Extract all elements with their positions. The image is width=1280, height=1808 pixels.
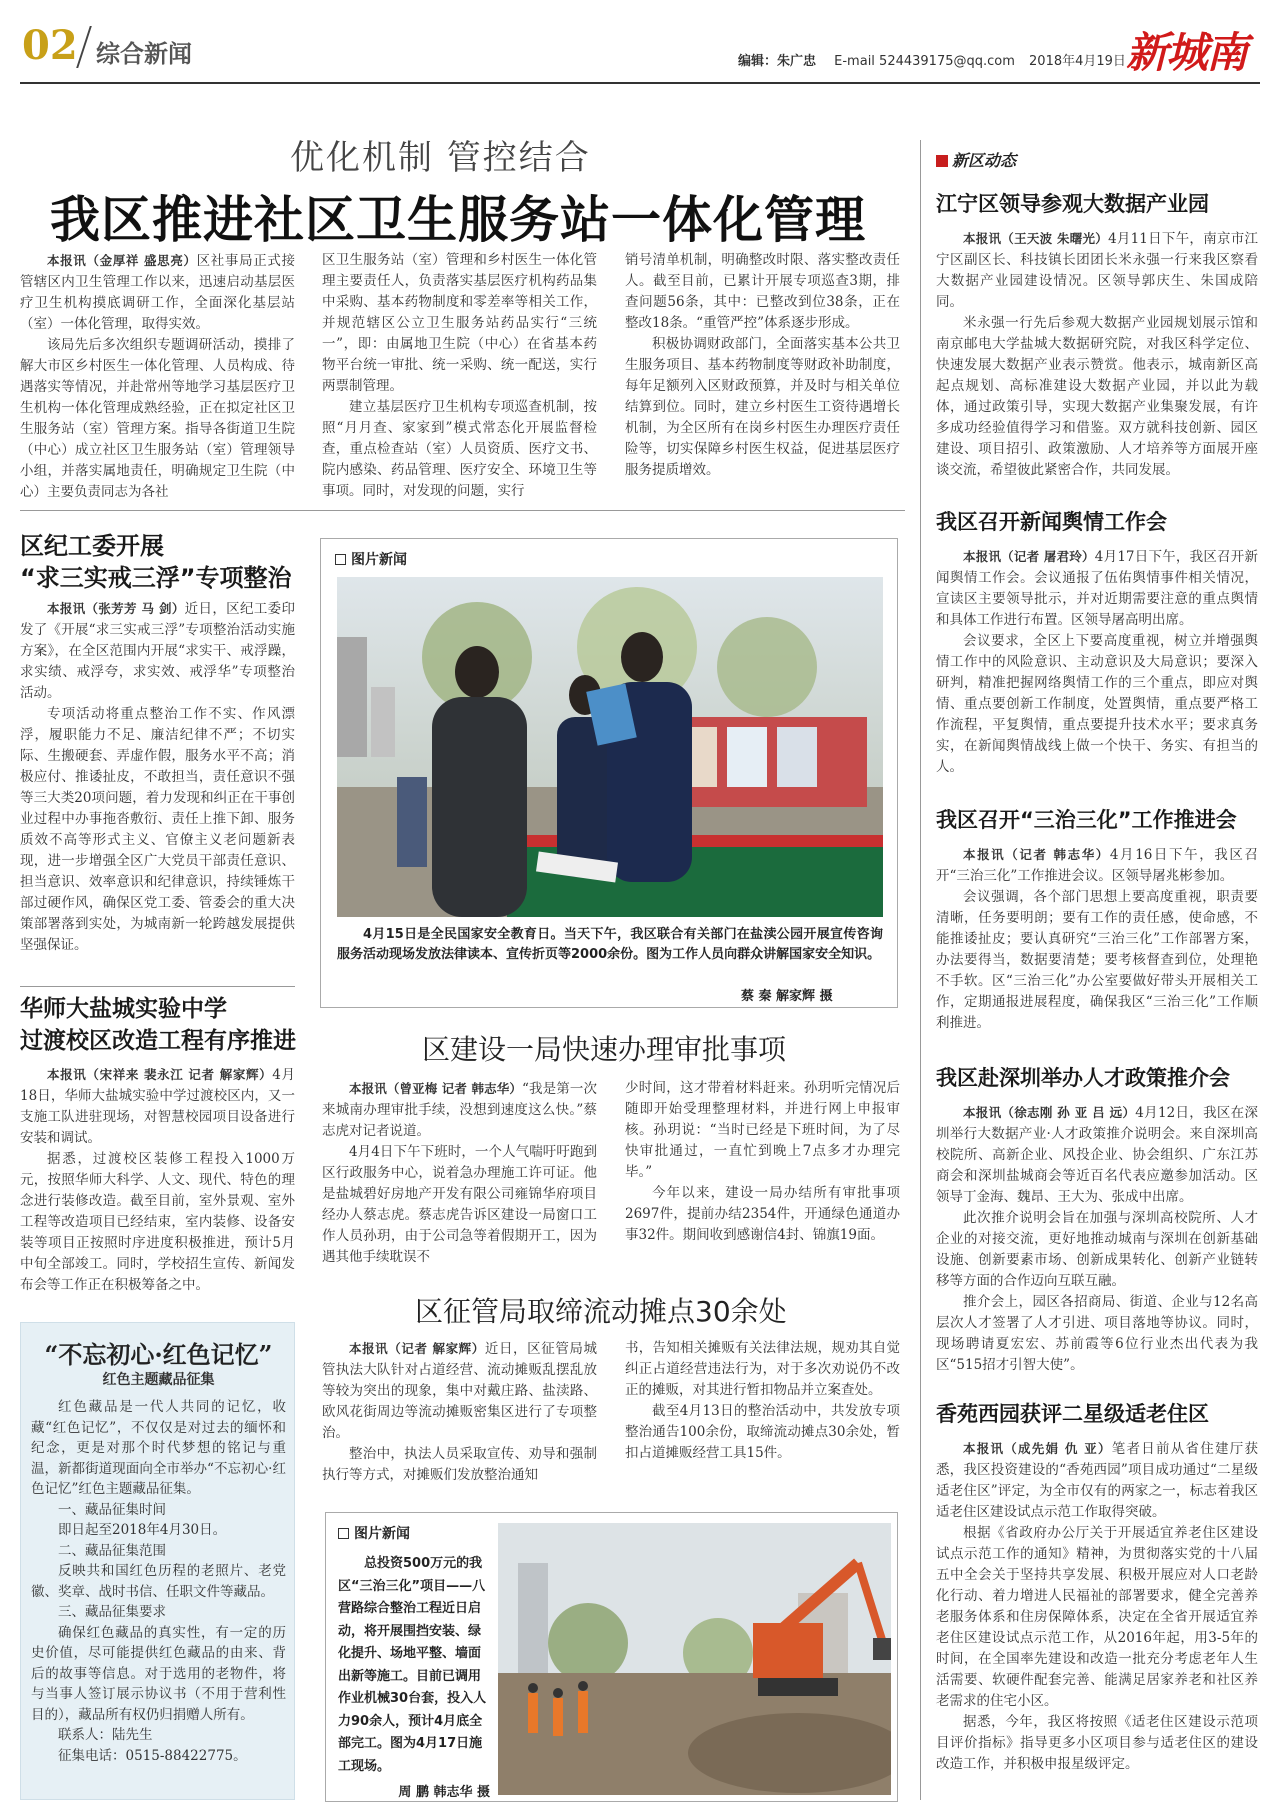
- right-a2-title: 我区召开新闻舆情工作会: [936, 510, 1167, 534]
- red-item-7: 征集电话：0515-88422775。: [58, 1747, 247, 1764]
- right-a3-byline: 本报讯（记者 韩志华）: [963, 847, 1110, 862]
- page-number: 02: [22, 22, 78, 69]
- section-name: 综合新闻: [96, 39, 192, 68]
- editor: 编辑：朱广忠: [738, 54, 817, 69]
- header-slash-icon: [76, 26, 92, 68]
- photo-news-2-label: 图片新闻: [338, 1523, 410, 1543]
- page-header: [0, 0, 1280, 90]
- discipline-body: 本报讯（张芳芳 马 剑）近日，区纪工委印发了《开展“求三实戒三浮”专项整治活动实施方案》，在全区范围内开展“求实干、戒浮躁，求实绩、戒浮夸，求实效、戒浮华”专项整治活动。 专项活动将重点整治工作不实、作风漂浮，履职能力不足、廉洁纪律不严；不切实际、生搬硬套、弄虚作假，服务水平不高；消极应付、推诿扯皮，不敢担当，责任意识不强等三大类20项问题，着力发现和纠正在干事创业过程中办事拖沓敷衍、责任上推下卸、服务质效不高等形式主义、官僚主义老问题新表现，进一步增强全区广大党员干部责任意识、担当意识、效率意识和纪律意识，持续锤炼干部过硬作风，确保区党工委、管委会的重大决策部署落到实处，为城南新一轮跨越发展提供坚强保证。: [20, 601, 295, 953]
- red-item-4: 三、藏品征集要求: [58, 1604, 166, 1620]
- photo-news-2-caption: 总投资500万元的我区“三治三化”项目——八营路综合整治工程近日启动，将开展围挡安装、绿化提升、场地平整、墙面出新等施工。目前已调用作业机械30台套，投入人力90余人，预计4月底全部完工。图为4月17日施工现场。 周 鹏 韩志华 摄: [338, 1553, 490, 1805]
- right-a2-body: 本报讯（记者 屠君玲）4月17日下午，我区召开新闻舆情工作会。会议通报了伍佑舆情事件相关情况，宣读区主要领导批示，并对近期需要注意的重点舆情和具体工作进行布置。区领导屠高明出席。 会议要求，全区上下要高度重视，树立并增强舆情工作中的风险意识、主动意识及大局意识；要深入研判，精准把握网络舆情工作的三个重点，即应对舆情、重点要创新工作制度，处置舆情，重点要严格工作流程，平复舆情，重点要提升技术水平；要求真务实，在新闻舆情战线上做一个快干、务实、有担当的人。: [936, 549, 1258, 775]
- right-a5-body: 本报讯（成先娟 仇 亚）笔者日前从省住建厅获悉，我区投资建设的“香苑西园”项目成功通过“二星级适老住区”评定，为全市仅有的两家之一，标志着我区适老住区建设试点示范工作取得突破。 根据《省政府办公厅关于开展适宜养老住区建设试点示范工作的通知》精神，为贯彻落实党的十八届五中全会关于坚持共享发展、积极开展应对人口老龄化行动、着力增进人民福祉的部署要求，健全完善养老服务体系和住房保障体系，决定在全省开展适宜养老住区建设试点示范工作，从2016年起，用3-5年的时间，在全国率先建设和改造一批充分考虑老年人生活需要、软硬件配套完善、能满足居家养老和社区养老需求的住宅小区。 据悉，今年，我区将按照《适老住区建设示范项目评价指标》指导更多小区项目参与适老住区的建设改造工作，并积极申报星级评定。: [936, 1441, 1258, 1772]
- red-memory-title: “不忘初心·红色记忆”: [44, 1340, 273, 1369]
- right-a4-byline: 本报讯（徐志刚 孙 亚 吕 远）: [963, 1105, 1136, 1120]
- right-column: [936, 148, 1258, 171]
- construction-photo: [498, 1523, 891, 1795]
- approval-title: 区建设一局快速办理审批事项: [422, 1033, 787, 1066]
- approval-col-2: 少时间，这才带着材料赶来。孙玥听完情况后随即开始受理整理材料，并进行网上申报审核。孙玥说：“当时已经是下班时间，为了尽快审批通过，一直忙到晚上7点多才办理完毕。” 今年以来，建设一局办结所有审批事项2697件，提前办结2354件，开通绿色通道办事32件。期间收到感谢信4封、锦旗19面。: [625, 1080, 900, 1243]
- school-body: 本报讯（宋祥来 裴永江 记者 解家辉）4月18日，华师大盐城实验中学过渡校区内，又一支施工队进驻现场，对智慧校园项目设备进行安装和调试。 据悉，过渡校区装修工程投入1000万元，按照华师大科学、人文、现代、特色的理念进行装修改造。截至目前，室外景观、室外工程等改造项目已经结束，室内装修、设备安装等项目正按照时序进度积极推进，预计5月中旬全部竣工。同时，学校招生宣传、新闻发布会等工作正在积极筹备之中。: [20, 1067, 295, 1293]
- checkbox-icon: [335, 554, 346, 565]
- right-a2-byline: 本报讯（记者 屠君玲）: [963, 549, 1095, 564]
- discipline-title-1: 区纪工委开展: [20, 532, 164, 560]
- discipline-byline: 本报讯（张芳芳 马 剑）: [47, 601, 185, 616]
- red-memory-subtitle: 红色主题藏品征集: [102, 1372, 215, 1388]
- lead-byline: 本报讯（金厚祥 盛思亮）: [47, 253, 197, 268]
- header-rule: [20, 82, 1260, 84]
- editor-line: [738, 50, 1126, 69]
- red-item-1: 即日起至2018年4月30日。: [58, 1522, 227, 1538]
- right-a1-byline: 本报讯（王天波 朱曙光）: [963, 231, 1109, 246]
- lead-col-3: 销号清单机制，明确整改时限、落实整改责任人。截至目前，已累计开展专项巡查3期，排查问题56条，其中：已整改到位38条，正在整改18条。“重管严控”体系逐步形成。 积极协调财政部门，全面落实基本公共卫生服务项目、基本药物制度等财政补助制度，每年足额列入区财政预算，并及时与相关单位结算到位。同时，建立乡村医生工资待遇增长机制，为全区所有在岗乡村医生办理医疗责任险等，切实保障乡村医生权益，促进基层医疗服务提质增效。: [625, 252, 900, 478]
- lead-kicker: 优化机制 管控结合: [290, 138, 591, 178]
- stalls-title: 区征管局取缔流动摊点30余处: [415, 1295, 787, 1328]
- right-a4-body: 本报讯（徐志刚 孙 亚 吕 远）4月12日，我区在深圳举行大数据产业·人才政策推介说明会。来自深圳高校院所、高新企业、风投企业、协会组织、广东江苏商会和深圳盐城商会等近百名代表应邀参加活动。区领导丁金海、魏昂、王大为、张成中出席。 此次推介说明会旨在加强与深圳高校院所、人才企业的对接交流，更好地推动城南与深圳在创新基础设施、创新要素市场、创新成果转化、创新产业链转移等方面的合作迈向互联互融。 推介会上，园区各招商局、街道、企业与12名高层次人才签署了人才引进、项目落地等协议。同时，现场聘请夏宏宏、苏前霞等6位行业杰出代表为我区“515招才引智大使”。: [936, 1105, 1258, 1373]
- school-byline: 本报讯（宋祥来 裴永江 记者 解家辉）: [47, 1067, 273, 1082]
- column-divider-right: [920, 140, 921, 1800]
- right-a1-title: 江宁区领导参观大数据产业园: [936, 192, 1209, 216]
- checkbox-icon: [338, 1528, 349, 1539]
- photo-news-2: [325, 1512, 898, 1802]
- school-title-1: 华师大盐城实验中学: [20, 996, 227, 1022]
- lead-col-1: 本报讯（金厚祥 盛思亮）区社事局正式接管辖区内卫生管理工作以来，迅速启动基层医疗卫生机构摸底调研工作，全面深化基层站（室）一体化管理，取得实效。 该局先后多次组织专题调研活动，摸排了解大市区乡村医生一体化管理、人员构成、待遇落实等情况，并赴常州等地学习基层医疗卫生机构一体化管理成熟经验，正在拟定社区卫生服务站（室）管理方案。指导各街道卫生院（中心）成立社区卫生服务站（室）管理领导小组，并落实属地责任，明确规定卫生院（中心）主要负责同志为各社: [20, 253, 296, 500]
- red-item-3: 反映共和国红色历程的老照片、老党徽、奖章、战时书信、任职文件等藏品。: [31, 1563, 286, 1600]
- red-item-2: 二、藏品征集范围: [58, 1542, 166, 1559]
- stalls-col-2: 书，告知相关摊贩有关法律法规，规劝其自觉纠正占道经营违法行为，对于多次劝说仍不改正的摊贩，对其进行暂扣物品并立案查处。 截至4月13日的整治活动中，共发放专项整治通告100余份，取缔流动摊点30余处，暂扣占道摊贩经营工具15件。: [625, 1340, 900, 1461]
- right-a5-byline: 本报讯（成先娟 仇 亚）: [963, 1441, 1112, 1456]
- red-item-5: 确保红色藏品的真实性，有一定的历史价值，尽可能提供红色藏品的由来、背后的故事等信息。对于选用的老物件，将与当事人签订展示协议书（不用于营利性目的），藏品所有权仍归捐赠人所有。: [31, 1624, 286, 1723]
- email[interactable]: E-mail 524439175@qq.com: [834, 54, 1015, 69]
- photo-news-1-credit: 蔡 秦 解家辉 摄: [741, 989, 833, 1004]
- approval-byline: 本报讯（曾亚梅 记者 韩志华）: [349, 1081, 522, 1096]
- red-item-0: 一、藏品征集时间: [58, 1501, 166, 1518]
- discipline-title-2: “求三实戒三浮”专项整治: [20, 564, 292, 592]
- approval-col-1: 本报讯（曾亚梅 记者 韩志华）“我是第一次来城南办理审批手续，没想到速度这么快。”蔡志虎对记者说道。 4月4日下午下班时，一个人气喘吁吁跑到区行政服务中心，说着急办理施工许可证。他是盐城碧好房地产开发有限公司雍锦华府项目经办人蔡志虎。蔡志虎告诉区建设一局窗口工作人员孙玥，由于公司急等着假期开工，因为遇其他手续耽误不: [322, 1081, 597, 1265]
- stalls-byline: 本报讯（记者 解家辉）: [349, 1341, 485, 1356]
- lead-col-2: 区卫生服务站（室）管理和乡村医生一体化管理主要责任人，负责落实基层医疗机构药品集中采购、基本药物制度和零差率等相关工作，并规范辖区公立卫生服务站药品实行“三统一”，即：由属地卫生院（中心）在省基本药物平台统一审批、统一采购、统一配送，实行两票制管理。 建立基层医疗卫生机构专项巡查机制，按照“月月查、家家到”模式常态化开展监督检查，重点检查站（室）人员资质、医疗文书、院内感染、药品管理、医疗安全、环境卫生等事项。同时，对发现的问题，实行: [322, 252, 597, 499]
- masthead-logo: 新城南: [1126, 28, 1247, 77]
- right-a1-body: 本报讯（王天波 朱曙光）4月11日下午，南京市江宁区副区长、科技镇长团团长米永强一行来我区察看大数据产业园建设情况。区领导郭庆生、朱国成陪同。 米永强一行先后参观大数据产业园规划展示馆和南京邮电大学盐城大数据研究院，对我区科学定位、快速发展大数据产业表示赞赏。他表示，城南新区高起点规划、高标准建设大数据产业园，并以此为载体，通过政策引导，实现大数据产业集聚发展，有许多成功经验值得学习和借鉴。双方就科技创新、园区建设、项目招引、政策激励、人才培养等方面展开座谈交流，希望彼此紧密合作，共同发展。: [936, 231, 1258, 478]
- right-a3-title: 我区召开“三治三化”工作推进会: [936, 808, 1237, 832]
- issue-date: 2018年4月19日: [1029, 54, 1126, 69]
- construction-photo-illustration: [498, 1523, 891, 1795]
- discipline-bottom-rule: [20, 986, 295, 987]
- stalls-col-1: 本报讯（记者 解家辉）近日，区征管局城管执法大队针对占道经营、流动摊贩乱摆乱放等较为突出的现象，集中对戴庄路、盐渎路、欧风花街周边等流动摊贩密集区进行了专项整治。 整治中，执法人员采取宣传、劝导和强制执行等方式，对摊贩们发放整治通知: [322, 1341, 597, 1483]
- right-a5-title: 香苑西园获评二星级适老住区: [936, 1402, 1209, 1426]
- photo-news-1-caption: 4月15日是全民国家安全教育日。当天下午，我区联合有关部门在盐渎公园开展宣传咨询服务活动现场发放法律读本、宣传折页等2000余份。图为工作人员向群众讲解国家安全知识。: [337, 927, 883, 962]
- photo-news-1-label: 图片新闻: [335, 549, 407, 569]
- school-title-2: 过渡校区改造工程有序推进: [20, 1028, 296, 1054]
- red-item-6: 联系人：陆先生: [58, 1727, 153, 1743]
- right-a4-title: 我区赴深圳举办人才政策推介会: [936, 1066, 1230, 1090]
- photo-news-1: [320, 538, 898, 1008]
- column-label: 新区动态: [936, 148, 1258, 171]
- lead-title: 我区推进社区卫生服务站一体化管理: [50, 190, 866, 249]
- red-memory-body: 红色藏品是一代人共同的记忆，收藏“红色记忆”，不仅仅是对过去的缅怀和纪念，更是对那个时代梦想的铭记与重温，新都街道现面向全市举办“不忘初心·红色记忆”红色主题藏品征集。 一、藏品征集时间 即日起至2018年4月30日。 二、藏品征集范围 反映共和国红色历程的老照片、老党徽、奖章、战时书信、任职文件等藏品。 三、藏品征集要求 确保红色藏品的真实性，有一定的历史价值，尽可能提供红色藏品的由来、背后的故事等信息。对于选用的老物件，将与当事人签订展示协议书（不用于营利性目的），藏品所有权仍归捐赠人所有。 联系人：陆先生 征集电话：0515-88422775。: [31, 1397, 286, 1766]
- red-memory-box: [20, 1322, 295, 1800]
- right-a3-body: 本报讯（记者 韩志华）4月16日下午，我区召开“三治三化”工作推进会议。区领导屠兆彬参加。 会议强调，各个部门思想上要高度重视，职责要清晰，任务要明朗；要有工作的责任感，使命感，不能推诿扯皮；要认真研究“三治三化”工作部署方案，办法要得当，数据要清楚；要考核督查到位，处理艳不手软。区“三治三化”办公室要做好带头开展相关工作，定期通报进展程度，确保我区“三治三化”工作顺利推进。: [936, 847, 1258, 1031]
- photo-news-2-credit: 周 鹏 韩志华 摄: [398, 1785, 490, 1800]
- security-day-photo-illustration: [337, 577, 883, 917]
- lead-bottom-rule: [20, 510, 905, 511]
- security-day-photo: [337, 577, 883, 917]
- red-square-icon: [936, 155, 948, 167]
